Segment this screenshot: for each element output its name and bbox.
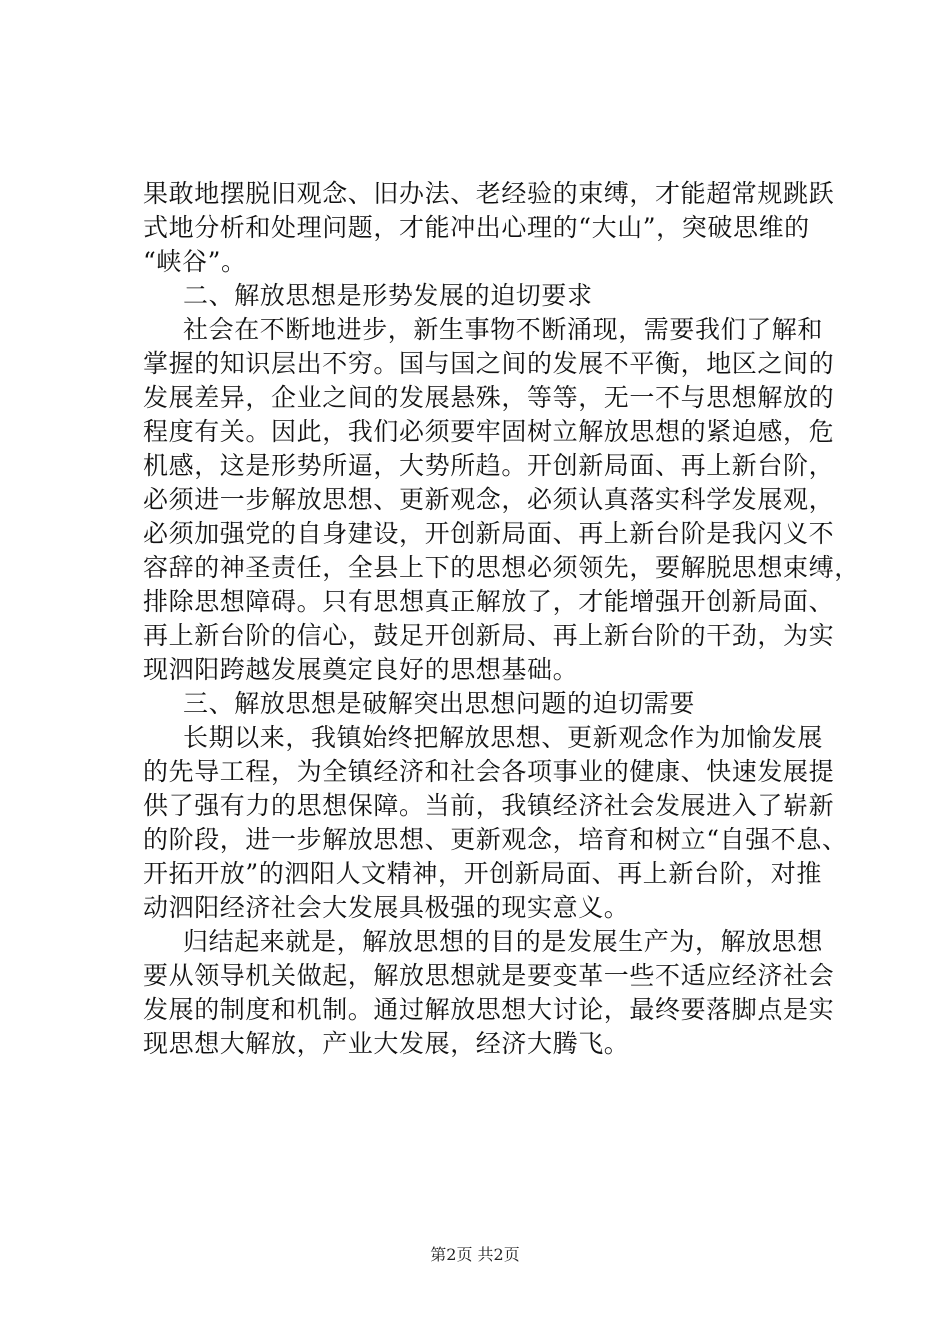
body-text-line: 社会在不断地进步，新生事物不断涌现，需要我们了解和: [183, 315, 824, 344]
section-heading-2: 二、解放思想是形势发展的迫切要求: [183, 281, 593, 310]
body-text-line: 排除思想障碍。只有思想真正解放了，才能增强开创新局面、: [143, 587, 835, 616]
body-text-line: 长期以来，我镇始终把解放思想、更新观念作为加愉发展: [183, 723, 824, 752]
body-text-line: 式地分析和处理问题，才能冲出心理的“大山”，突破思维的: [143, 213, 810, 242]
body-text-line: 程度有关。因此，我们必须要牢固树立解放思想的紧迫感，危: [143, 417, 835, 446]
body-text-line: 现思想大解放，产业大发展，经济大腾飞。: [143, 1029, 630, 1058]
body-text-line: 供了强有力的思想保障。当前，我镇经济社会发展进入了崭新: [143, 791, 835, 820]
body-text-line: 再上新台阶的信心，鼓足开创新局、再上新台阶的干劲，为实: [143, 621, 835, 650]
body-text-line: 机感，这是形势所逼，大势所趋。开创新局面、再上新台阶，: [143, 451, 835, 480]
body-text-line: 发展的制度和机制。通过解放思想大讨论，最终要落脚点是实: [143, 995, 835, 1024]
body-text-line: 归结起来就是，解放思想的目的是发展生产为，解放思想: [183, 927, 824, 956]
body-text-line: 的阶段，进一步解放思想、更新观念，培育和树立“自强不息、: [143, 825, 848, 854]
body-text-line: 必须加强党的自身建设，开创新局面、再上新台阶是我闪义不: [143, 519, 835, 548]
body-text-line: “峡谷”。: [143, 247, 247, 276]
body-text-line: 的先导工程，为全镇经济和社会各项事业的健康、快速发展提: [143, 757, 835, 786]
page-number-footer: 第2页 共2页: [430, 1245, 520, 1264]
body-text-line: 要从领导机关做起，解放思想就是要变革一些不适应经济社会: [143, 961, 835, 990]
body-text-line: 容辞的神圣责任，全县上下的思想必须领先，要解脱思想束缚，: [143, 553, 860, 582]
section-heading-3: 三、解放思想是破解突出思想问题的迫切需要: [183, 689, 696, 718]
body-text-line: 必须进一步解放思想、更新观念，必须认真落实科学发展观，: [143, 485, 835, 514]
body-text-line: 发展差异，企业之间的发展悬殊，等等，无一不与思想解放的: [143, 383, 835, 412]
body-text-line: 果敢地摆脱旧观念、旧办法、老经验的束缚，才能超常规跳跃: [143, 179, 835, 208]
body-text-line: 掌握的知识层出不穷。国与国之间的发展不平衡，地区之间的: [143, 349, 835, 378]
body-text-line: 现泗阳跨越发展奠定良好的思想基础。: [143, 655, 579, 684]
body-text-line: 动泗阳经济社会大发展具极强的现实意义。: [143, 893, 630, 922]
body-text-line: 开拓开放”的泗阳人文精神，开创新局面、再上新台阶，对推: [143, 859, 822, 888]
